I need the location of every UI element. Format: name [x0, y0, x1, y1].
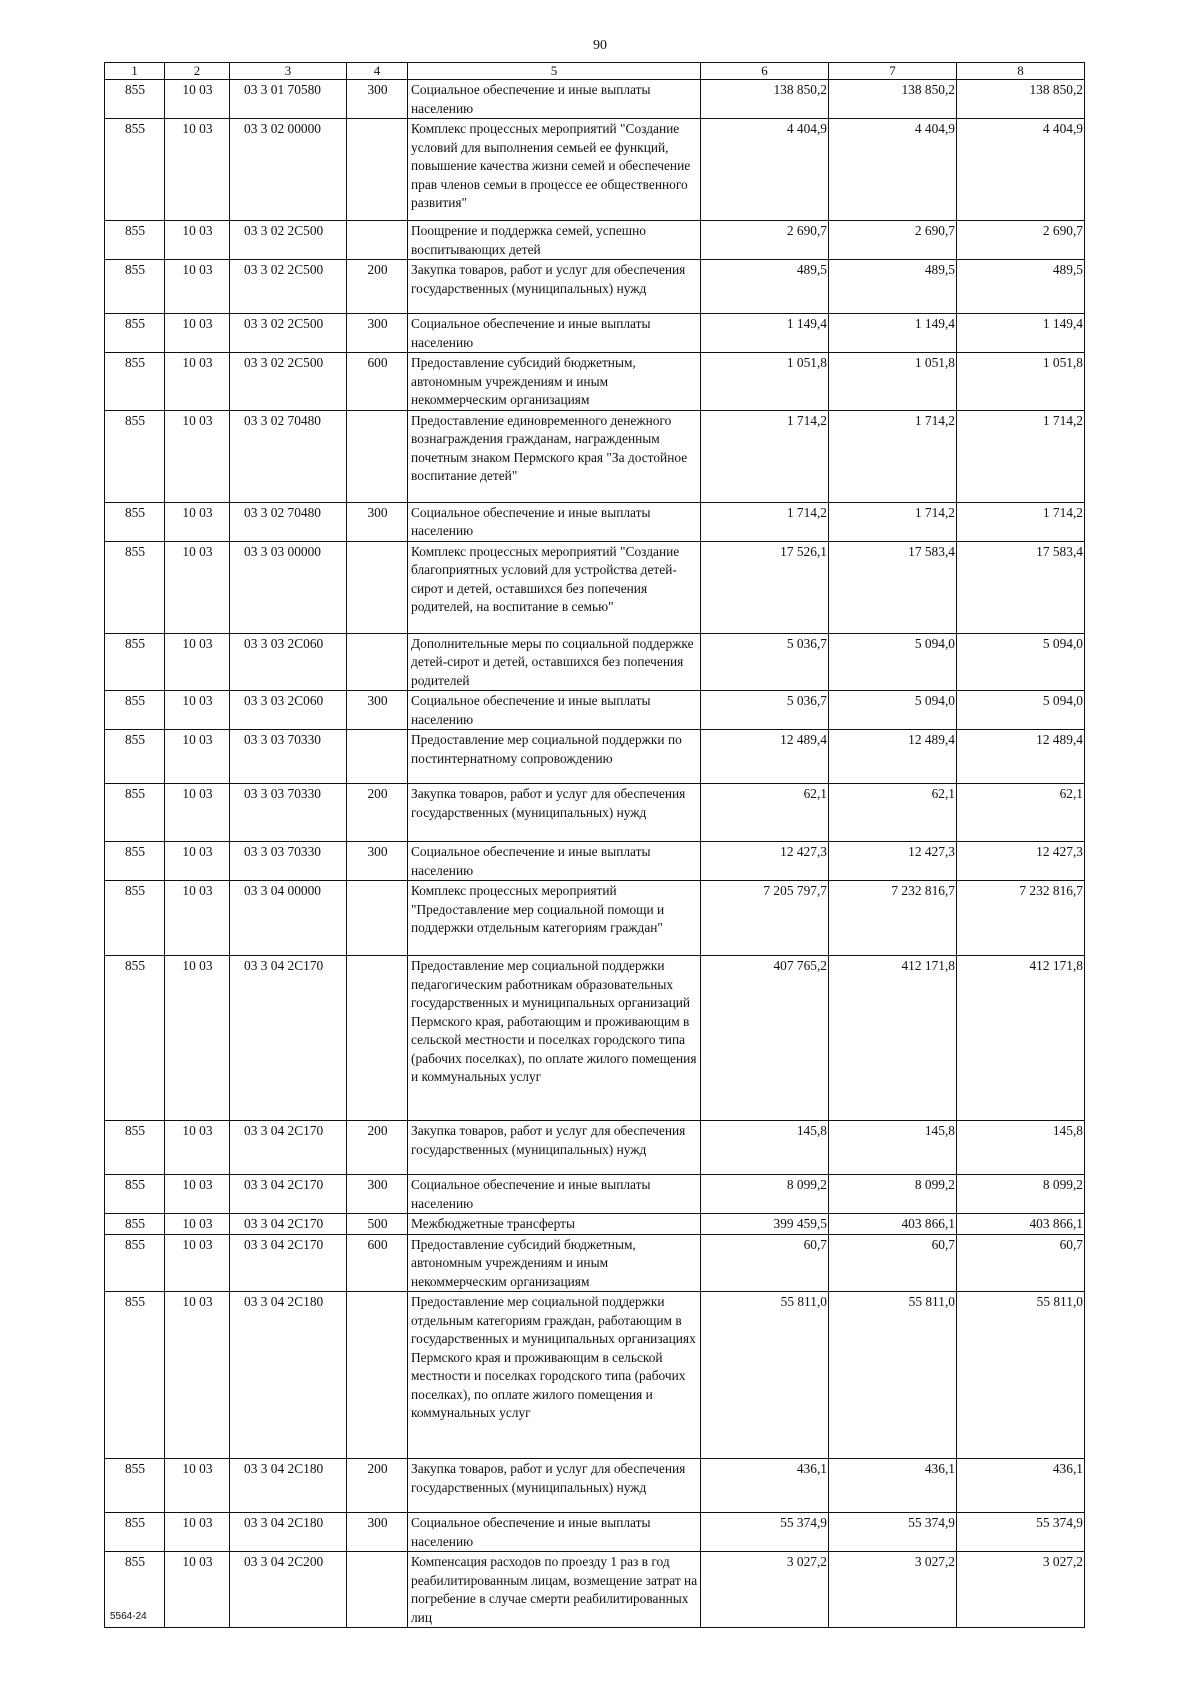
cell-section: 10 03 [165, 1552, 230, 1628]
cell-amount-col8: 5 094,0 [957, 691, 1085, 730]
cell-section: 10 03 [165, 1121, 230, 1175]
cell-amount-col7: 4 404,9 [829, 119, 957, 221]
cell-amount-col6: 138 850,2 [701, 80, 829, 119]
cell-chapter: 855 [105, 842, 165, 881]
column-header: 2 [165, 63, 230, 80]
cell-chapter: 855 [105, 1552, 165, 1628]
cell-target-article: 03 3 03 2С060 [230, 691, 347, 730]
cell-chapter: 855 [105, 1234, 165, 1292]
table-row [105, 633, 1085, 691]
cell-expense-type: 200 [347, 784, 408, 842]
cell-chapter: 855 [105, 1292, 165, 1459]
cell-chapter: 855 [105, 881, 165, 956]
column-header: 5 [408, 63, 701, 80]
cell-chapter: 855 [105, 784, 165, 842]
budget-table [104, 62, 1085, 1628]
cell-expense-type [347, 541, 408, 633]
cell-amount-col8: 60,7 [957, 1234, 1085, 1292]
cell-amount-col6: 60,7 [701, 1234, 829, 1292]
cell-expense-type: 300 [347, 1513, 408, 1552]
table-row [105, 691, 1085, 730]
cell-description: Предоставление мер социальной поддержки отдельным категориям граждан, работающим в государственных и муниципальных организациях Пермского края и проживающим в сельской местности и поселках городского типа (рабочих поселках), по оплате жилого помещения и коммунальных услуг [408, 1292, 701, 1459]
cell-description: Комплекс процессных мероприятий "Создание благоприятных условий для устройства детей-сирот и детей, оставшихся без попечения родителей, на воспитание в семью" [408, 541, 701, 633]
cell-description: Предоставление мер социальной поддержки педагогическим работникам образовательных государственных и муниципальных организаций Пермского края, работающим и проживающим в сельской местности и поселках городского типа (рабочих поселках), по оплате жилого помещения и коммунальных услуг [408, 956, 701, 1121]
cell-amount-col8: 412 171,8 [957, 956, 1085, 1121]
cell-amount-col7: 1 051,8 [829, 353, 957, 411]
header-row [105, 63, 1085, 80]
cell-section: 10 03 [165, 314, 230, 353]
cell-amount-col6: 7 205 797,7 [701, 881, 829, 956]
cell-expense-type: 600 [347, 353, 408, 411]
cell-amount-col6: 5 036,7 [701, 691, 829, 730]
cell-expense-type [347, 119, 408, 221]
cell-target-article: 03 3 04 2С170 [230, 1214, 347, 1235]
cell-section: 10 03 [165, 1459, 230, 1513]
cell-description: Социальное обеспечение и иные выплаты населению [408, 842, 701, 881]
cell-amount-col7: 403 866,1 [829, 1214, 957, 1235]
cell-description: Предоставление субсидий бюджетным, автономным учреждениям и иным некоммерческим организациям [408, 353, 701, 411]
cell-description: Компенсация расходов по проезду 1 раз в год реабилитированным лицам, возмещение затрат на погребение в случае смерти реабилитированных лиц [408, 1552, 701, 1628]
cell-amount-col8: 55 374,9 [957, 1513, 1085, 1552]
cell-section: 10 03 [165, 80, 230, 119]
cell-target-article: 03 3 03 70330 [230, 784, 347, 842]
cell-chapter: 855 [105, 119, 165, 221]
cell-amount-col6: 1 051,8 [701, 353, 829, 411]
table-row [105, 314, 1085, 353]
cell-amount-col7: 62,1 [829, 784, 957, 842]
cell-amount-col7: 55 811,0 [829, 1292, 957, 1459]
cell-section: 10 03 [165, 410, 230, 502]
cell-amount-col6: 2 690,7 [701, 221, 829, 260]
cell-amount-col6: 407 765,2 [701, 956, 829, 1121]
cell-amount-col7: 8 099,2 [829, 1175, 957, 1214]
cell-amount-col7: 412 171,8 [829, 956, 957, 1121]
cell-expense-type: 300 [347, 80, 408, 119]
cell-expense-type: 300 [347, 314, 408, 353]
page-number: 90 [593, 38, 607, 53]
cell-expense-type [347, 410, 408, 502]
table-row [105, 881, 1085, 956]
cell-chapter: 855 [105, 730, 165, 784]
table-row [105, 730, 1085, 784]
cell-target-article: 03 3 03 00000 [230, 541, 347, 633]
cell-chapter: 855 [105, 314, 165, 353]
cell-amount-col7: 55 374,9 [829, 1513, 957, 1552]
cell-amount-col8: 12 489,4 [957, 730, 1085, 784]
cell-target-article: 03 3 02 70480 [230, 410, 347, 502]
cell-amount-col7: 3 027,2 [829, 1552, 957, 1628]
table-row [105, 119, 1085, 221]
table-row [105, 784, 1085, 842]
cell-description: Социальное обеспечение и иные выплаты населению [408, 502, 701, 541]
cell-description: Закупка товаров, работ и услуг для обеспечения государственных (муниципальных) нужд [408, 260, 701, 314]
cell-section: 10 03 [165, 1214, 230, 1235]
cell-amount-col7: 1 714,2 [829, 502, 957, 541]
cell-amount-col8: 62,1 [957, 784, 1085, 842]
cell-amount-col6: 12 489,4 [701, 730, 829, 784]
cell-amount-col8: 436,1 [957, 1459, 1085, 1513]
cell-section: 10 03 [165, 1234, 230, 1292]
cell-section: 10 03 [165, 1292, 230, 1459]
table-row [105, 1292, 1085, 1459]
cell-section: 10 03 [165, 1175, 230, 1214]
cell-expense-type: 300 [347, 842, 408, 881]
cell-section: 10 03 [165, 502, 230, 541]
cell-expense-type [347, 1552, 408, 1628]
cell-amount-col7: 489,5 [829, 260, 957, 314]
cell-expense-type: 600 [347, 1234, 408, 1292]
cell-amount-col8: 2 690,7 [957, 221, 1085, 260]
table-row [105, 1121, 1085, 1175]
cell-amount-col6: 17 526,1 [701, 541, 829, 633]
table-row [105, 80, 1085, 119]
cell-description: Дополнительные меры по социальной поддержке детей-сирот и детей, оставшихся без попечения родителей [408, 633, 701, 691]
cell-target-article: 03 3 03 70330 [230, 842, 347, 881]
cell-description: Предоставление субсидий бюджетным, автономным учреждениям и иным некоммерческим организациям [408, 1234, 701, 1292]
table-row [105, 1552, 1085, 1628]
budget-table-container [104, 62, 1085, 1628]
cell-section: 10 03 [165, 260, 230, 314]
cell-chapter: 855 [105, 1121, 165, 1175]
cell-target-article: 03 3 04 2С180 [230, 1292, 347, 1459]
cell-description: Поощрение и поддержка семей, успешно воспитывающих детей [408, 221, 701, 260]
cell-amount-col8: 1 051,8 [957, 353, 1085, 411]
cell-amount-col6: 1 714,2 [701, 502, 829, 541]
table-row [105, 1175, 1085, 1214]
cell-expense-type: 200 [347, 1121, 408, 1175]
cell-expense-type [347, 1292, 408, 1459]
cell-amount-col6: 62,1 [701, 784, 829, 842]
cell-amount-col7: 2 690,7 [829, 221, 957, 260]
cell-amount-col6: 8 099,2 [701, 1175, 829, 1214]
cell-amount-col7: 138 850,2 [829, 80, 957, 119]
cell-amount-col6: 55 811,0 [701, 1292, 829, 1459]
cell-target-article: 03 3 02 2С500 [230, 353, 347, 411]
cell-section: 10 03 [165, 691, 230, 730]
table-body [105, 80, 1085, 1628]
cell-amount-col7: 7 232 816,7 [829, 881, 957, 956]
table-row [105, 842, 1085, 881]
cell-amount-col6: 436,1 [701, 1459, 829, 1513]
table-row [105, 221, 1085, 260]
cell-expense-type [347, 881, 408, 956]
cell-amount-col8: 5 094,0 [957, 633, 1085, 691]
cell-description: Закупка товаров, работ и услуг для обеспечения государственных (муниципальных) нужд [408, 1459, 701, 1513]
cell-amount-col8: 1 149,4 [957, 314, 1085, 353]
cell-amount-col8: 55 811,0 [957, 1292, 1085, 1459]
cell-target-article: 03 3 04 2С180 [230, 1459, 347, 1513]
cell-expense-type: 300 [347, 1175, 408, 1214]
cell-section: 10 03 [165, 221, 230, 260]
cell-target-article: 03 3 04 2С200 [230, 1552, 347, 1628]
cell-section: 10 03 [165, 1513, 230, 1552]
cell-chapter: 855 [105, 541, 165, 633]
table-row [105, 502, 1085, 541]
table-row [105, 1513, 1085, 1552]
cell-amount-col6: 55 374,9 [701, 1513, 829, 1552]
cell-description: Предоставление мер социальной поддержки по постинтернатному сопровождению [408, 730, 701, 784]
cell-expense-type: 300 [347, 691, 408, 730]
cell-chapter: 855 [105, 1175, 165, 1214]
cell-amount-col7: 145,8 [829, 1121, 957, 1175]
cell-amount-col7: 5 094,0 [829, 633, 957, 691]
cell-target-article: 03 3 04 2С170 [230, 1175, 347, 1214]
cell-chapter: 855 [105, 221, 165, 260]
cell-section: 10 03 [165, 633, 230, 691]
cell-target-article: 03 3 04 2С170 [230, 956, 347, 1121]
cell-chapter: 855 [105, 502, 165, 541]
cell-amount-col8: 138 850,2 [957, 80, 1085, 119]
cell-description: Социальное обеспечение и иные выплаты населению [408, 314, 701, 353]
cell-expense-type [347, 221, 408, 260]
table-row [105, 541, 1085, 633]
cell-description: Закупка товаров, работ и услуг для обеспечения государственных (муниципальных) нужд [408, 1121, 701, 1175]
cell-amount-col8: 7 232 816,7 [957, 881, 1085, 956]
cell-amount-col6: 3 027,2 [701, 1552, 829, 1628]
cell-amount-col7: 12 489,4 [829, 730, 957, 784]
cell-chapter: 855 [105, 1214, 165, 1235]
table-row [105, 353, 1085, 411]
table-row [105, 1459, 1085, 1513]
cell-amount-col7: 12 427,3 [829, 842, 957, 881]
cell-amount-col8: 145,8 [957, 1121, 1085, 1175]
table-row [105, 1214, 1085, 1235]
cell-target-article: 03 3 02 2С500 [230, 221, 347, 260]
cell-description: Предоставление единовременного денежного вознаграждения гражданам, награжденным почетным знаком Пермского края "За достойное воспитание детей" [408, 410, 701, 502]
cell-description: Социальное обеспечение и иные выплаты населению [408, 1175, 701, 1214]
cell-amount-col7: 1 714,2 [829, 410, 957, 502]
cell-description: Межбюджетные трансферты [408, 1214, 701, 1235]
cell-target-article: 03 3 03 2С060 [230, 633, 347, 691]
cell-target-article: 03 3 01 70580 [230, 80, 347, 119]
cell-amount-col6: 399 459,5 [701, 1214, 829, 1235]
cell-amount-col6: 1 714,2 [701, 410, 829, 502]
cell-chapter: 855 [105, 956, 165, 1121]
cell-chapter: 855 [105, 80, 165, 119]
cell-expense-type: 300 [347, 502, 408, 541]
cell-section: 10 03 [165, 119, 230, 221]
cell-description: Комплекс процессных мероприятий "Предоставление мер социальной помощи и поддержки отдельным категориям граждан" [408, 881, 701, 956]
cell-expense-type [347, 633, 408, 691]
cell-amount-col8: 8 099,2 [957, 1175, 1085, 1214]
cell-description: Социальное обеспечение и иные выплаты населению [408, 691, 701, 730]
cell-amount-col7: 5 094,0 [829, 691, 957, 730]
cell-description: Комплекс процессных мероприятий "Создание условий для выполнения семьей ее функций, повышение качества жизни семей и обеспечение прав членов семьи в процессе ее общественного развития" [408, 119, 701, 221]
cell-expense-type: 200 [347, 260, 408, 314]
cell-chapter: 855 [105, 1459, 165, 1513]
cell-chapter: 855 [105, 260, 165, 314]
table-row [105, 1234, 1085, 1292]
table-row [105, 410, 1085, 502]
cell-amount-col8: 1 714,2 [957, 502, 1085, 541]
column-header: 3 [230, 63, 347, 80]
cell-chapter: 855 [105, 633, 165, 691]
cell-expense-type: 500 [347, 1214, 408, 1235]
column-header: 4 [347, 63, 408, 80]
table-row [105, 260, 1085, 314]
cell-chapter: 855 [105, 410, 165, 502]
cell-chapter: 855 [105, 353, 165, 411]
cell-expense-type [347, 956, 408, 1121]
column-header: 6 [701, 63, 829, 80]
cell-description: Социальное обеспечение и иные выплаты населению [408, 80, 701, 119]
cell-amount-col8: 4 404,9 [957, 119, 1085, 221]
cell-expense-type [347, 730, 408, 784]
cell-chapter: 855 [105, 691, 165, 730]
cell-description: Социальное обеспечение и иные выплаты населению [408, 1513, 701, 1552]
cell-target-article: 03 3 02 70480 [230, 502, 347, 541]
cell-target-article: 03 3 02 00000 [230, 119, 347, 221]
cell-section: 10 03 [165, 784, 230, 842]
cell-amount-col7: 60,7 [829, 1234, 957, 1292]
column-header: 8 [957, 63, 1085, 80]
cell-amount-col6: 489,5 [701, 260, 829, 314]
cell-description: Закупка товаров, работ и услуг для обеспечения государственных (муниципальных) нужд [408, 784, 701, 842]
cell-amount-col6: 145,8 [701, 1121, 829, 1175]
cell-section: 10 03 [165, 541, 230, 633]
cell-amount-col7: 436,1 [829, 1459, 957, 1513]
cell-amount-col6: 12 427,3 [701, 842, 829, 881]
cell-target-article: 03 3 04 2С170 [230, 1121, 347, 1175]
cell-target-article: 03 3 02 2С500 [230, 314, 347, 353]
cell-target-article: 03 3 04 2С170 [230, 1234, 347, 1292]
cell-target-article: 03 3 02 2С500 [230, 260, 347, 314]
cell-section: 10 03 [165, 353, 230, 411]
cell-chapter: 855 [105, 1513, 165, 1552]
cell-target-article: 03 3 04 2С180 [230, 1513, 347, 1552]
cell-section: 10 03 [165, 881, 230, 956]
table-row [105, 956, 1085, 1121]
footer-document-code: 5564-24 [110, 1611, 147, 1622]
cell-amount-col6: 1 149,4 [701, 314, 829, 353]
column-header: 1 [105, 63, 165, 80]
cell-section: 10 03 [165, 842, 230, 881]
cell-expense-type: 200 [347, 1459, 408, 1513]
cell-amount-col8: 12 427,3 [957, 842, 1085, 881]
cell-amount-col8: 403 866,1 [957, 1214, 1085, 1235]
cell-amount-col8: 489,5 [957, 260, 1085, 314]
cell-amount-col8: 1 714,2 [957, 410, 1085, 502]
cell-amount-col7: 17 583,4 [829, 541, 957, 633]
cell-amount-col8: 17 583,4 [957, 541, 1085, 633]
cell-amount-col6: 5 036,7 [701, 633, 829, 691]
cell-section: 10 03 [165, 730, 230, 784]
column-header: 7 [829, 63, 957, 80]
cell-target-article: 03 3 03 70330 [230, 730, 347, 784]
cell-amount-col7: 1 149,4 [829, 314, 957, 353]
cell-amount-col8: 3 027,2 [957, 1552, 1085, 1628]
cell-section: 10 03 [165, 956, 230, 1121]
cell-target-article: 03 3 04 00000 [230, 881, 347, 956]
cell-amount-col6: 4 404,9 [701, 119, 829, 221]
